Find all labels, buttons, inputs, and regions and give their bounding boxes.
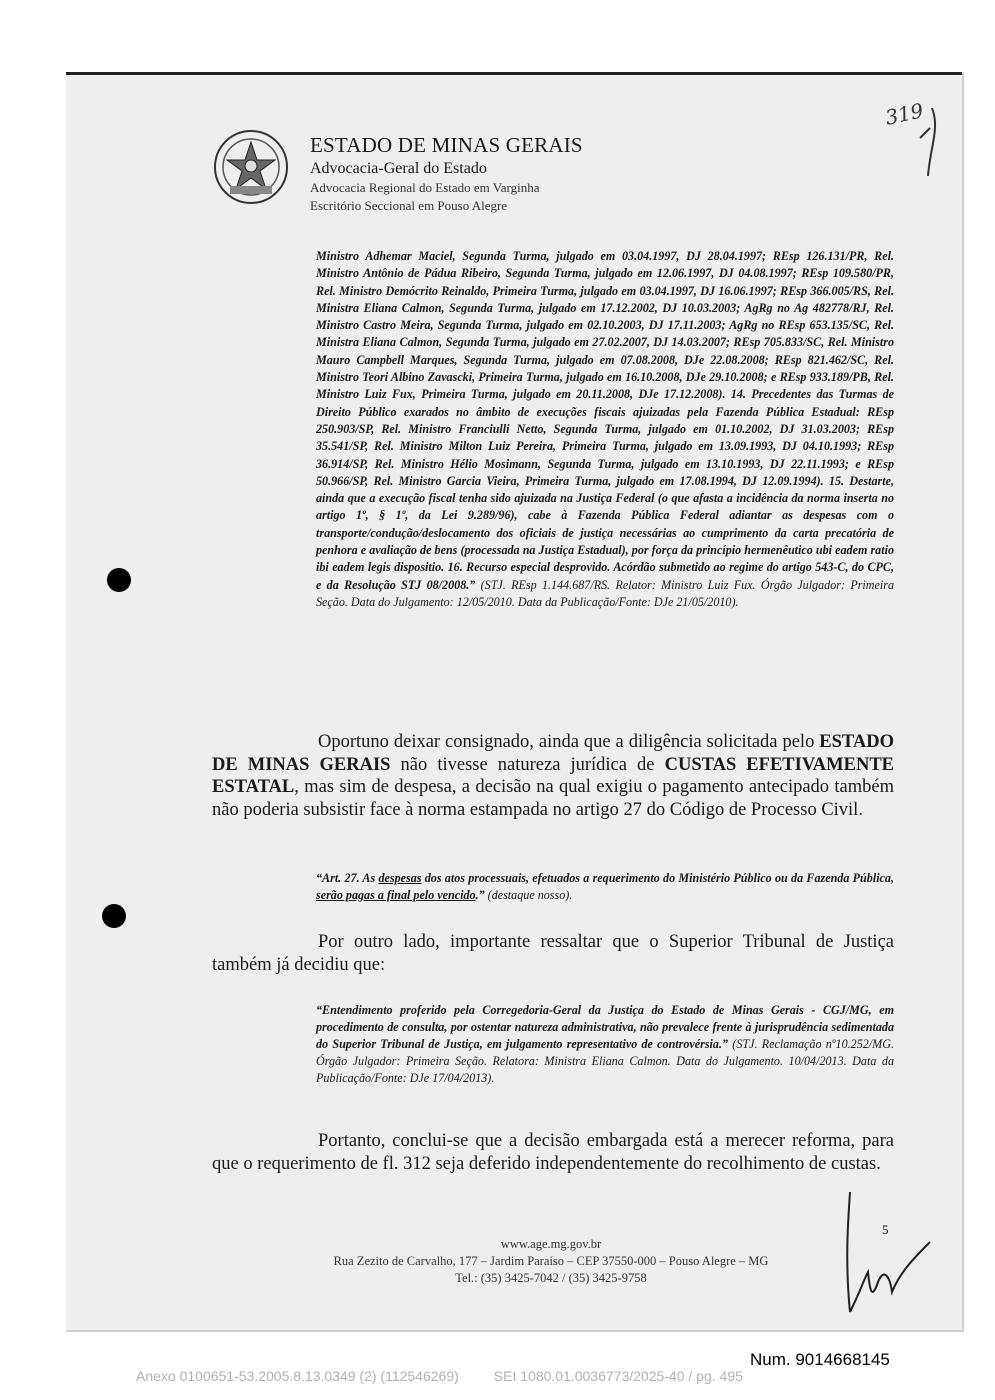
- article-27-quote: “Art. 27. As despesas dos atos processuais, efetuados a requerimento do Ministério Público ou da Fazenda Pública, serão pagas a final pelo vencido.” (destaque nosso).: [316, 871, 894, 902]
- footer-address: Rua Zezito de Carvalho, 177 – Jardim Paraíso – CEP 37550-000 – Pouso Alegre – MG: [333, 1254, 769, 1268]
- punch-hole-top: [107, 568, 131, 592]
- footer-website: www.age.mg.gov.br: [500, 1237, 602, 1251]
- quote3-reference: (STJ. Reclamação nº10.252/MG. Órgão Julgador: Primeira Seção. Relatora: Ministra Eliana Calmon. Data do Julgamento. 10/04/2013. Data da Publicação/Fonte: DJe 17/04/2013).: [316, 1037, 895, 1085]
- jurisprudence-quote-2: “Entendimento proferido pela Corregedoria-Geral da Justiça do Estado de Minas Gerais - CGJ/MG, em procedimento de consulta, por ostentar natureza administrativa, não prevalece frente à jurisprudência sedimentada do Superior Tribunal de Justiça, em julgamento representativo de controvérsia.” (STJ. Reclamação nº10.252/MG. Órgão Julgador: Primeira Seção. Relatora: Ministra Eliana Calmon. Data do Julgamento. 10/04/2013. Data da Publicação/Fonte: DJe 17/04/2013).: [316, 1003, 895, 1085]
- page-top-border: [66, 72, 962, 75]
- page-number: 5: [882, 1222, 889, 1237]
- bold-estado: ESTADO DE MINAS GERAIS: [212, 732, 894, 775]
- quote1-reference: (STJ. REsp 1.144.687/RS. Relator: Ministro Luiz Fux. Órgão Julgador: Primeira Seção. Data do Julgamento: 12/05/2010. Data da Publicação/Fonte: DJe 21/05/2010).: [316, 577, 894, 609]
- footer: [270, 1236, 832, 1287]
- paragraph-oportuno: Oportuno deixar consignado, ainda que a diligência solicitada pelo ESTADO DE MINAS GERAIS não tivesse natureza jurídica de CUSTAS EFETIVAMENTE ESTATAL, mas sim de despesa, a decisão na qual exigiu o pagamento antecipado também não poderia subsistir face à norma estampada no artigo 27 do Código de Processo Civil.: [212, 732, 895, 820]
- jurisprudence-quote-1: Ministro Adhemar Maciel, Segunda Turma, julgado em 03.04.1997, DJ 28.04.1997; REsp 126.131/PR, Rel. Ministro Antônio de Pádua Ribeiro, Segunda Turma, julgado em 12.06.1997, DJ 04.08.1997; REsp 109.580/PR, Rel. Ministro Demócrito Reinaldo, Primeira Turma, julgado em 03.04.1997, DJ 16.06.1997; REsp 366.005/RS, Rel. Ministra Eliana Calmon, Segunda Turma, julgado em 17.12.2002, DJ 10.03.2003; AgRg no Ag 482778/RJ, Rel. Ministro Castro Meira, Segunda Turma, julgado em 02.10.2003, DJ 17.11.2003; AgRg no REsp 653.135/SC, Rel. Ministra Eliana Calmon, Segunda Turma, julgado em 27.02.2007, DJ 14.03.2007; REsp 705.833/SC, Rel. Ministro Mauro Campbell Marques, Segunda Turma, julgado em 07.08.2008, DJe 22.08.2008; REsp 821.462/SC, Rel. Ministro Teori Albino Zavascki, Primeira Turma, julgado em 16.10.2008, DJe 29.10.2008; e REsp 933.189/PB, Rel. Ministro Luiz Fux, Primeira Turma, julgado em 20.11.2008, DJe 17.12.2008). 14. Precedentes das Turmas de Direito Público exarados no âmbito de execuções fiscais ajuizadas pela Fazenda Pública Estadual: REsp 250.903/SP, Rel. Ministro Franciulli Netto, Segunda Turma, julgado em 01.10.2002, DJ 31.03.2003; REsp 35.541/SP, Rel. Ministro Milton Luiz Pereira, Primeira Turma, julgado em 13.09.1993, DJ 04.10.1993; REsp 36.914/SP, Rel. Ministro Hélio Mosimann, Segunda Turma, julgado em 13.10.1993, DJ 22.11.1993; e REsp 50.966/SP, Rel. Ministro Garcia Vieira, Primeira Turma, julgado em 17.08.1994, DJ 12.09.1994). 15. Destarte, ainda que a execução fiscal tenha sido ajuizada na Justiça Federal (o que afasta a incidência da norma inserta no artigo 1º, § 1º, da Lei 9.289/96), cabe à Fazenda Pública Federal adiantar as despesas com o transporte/condução/deslocamento dos oficiais de justiça necessárias ao cumprimento da carta precatória de penhora e avaliação de bens (processada na Justiça Estadual), por força da princípio hermenêutico ubi eadem ratio ibi eadem legis dispositio. 16. Recurso especial desprovido. Acórdão submetido ao regime do artigo 543-C, do CPC, e da Resolução STJ 08/2008.” (STJ. REsp 1.144.687/RS. Relator: Ministro Luiz Fux. Órgão Julgador: Primeira Seção. Data do Julgamento: 12/05/2010. Data da Publicação/Fonte: DJe 21/05/2010).: [316, 249, 894, 609]
- letterhead: [310, 133, 583, 214]
- document-number: Num. 9014668145: [750, 1350, 890, 1369]
- handwritten-folio-number: 319: [883, 98, 926, 130]
- letterhead-agency: Advocacia-Geral do Estado: [310, 160, 487, 177]
- handwritten-folio-mark: [880, 98, 960, 178]
- letterhead-office: Escritório Seccional em Pouso Alegre: [310, 198, 508, 213]
- punch-hole-bottom: [102, 904, 126, 928]
- annex-reference: Anexo 0100651-53.2005.8.13.0349 (2) (112546269) SEI 1080.01.0036773/2025-40 / pg. 495: [136, 1368, 743, 1384]
- bold-custas: CUSTAS EFETIVAMENTE ESTATAL: [212, 754, 895, 797]
- handwritten-signature: [820, 1182, 940, 1322]
- letterhead-state: ESTADO DE MINAS GERAIS: [310, 133, 583, 157]
- paragraph-por-outro-lado: Por outro lado, importante ressaltar que o Superior Tribunal de Justiça também já decidiu que:: [212, 932, 894, 975]
- quote2-reference: (destaque nosso).: [484, 888, 573, 902]
- state-coat-of-arms-seal: [212, 128, 290, 206]
- paragraph-portanto: Portanto, conclui-se que a decisão embargada está a merecer reforma, para que o requerimento de fl. 312 seja deferido independentemente do recolhimento de custas.: [212, 1131, 894, 1174]
- footer-phone: Tel.: (35) 3425-7042 / (35) 3425-9758: [455, 1271, 647, 1285]
- letterhead-regional: Advocacia Regional do Estado em Varginha: [310, 180, 540, 195]
